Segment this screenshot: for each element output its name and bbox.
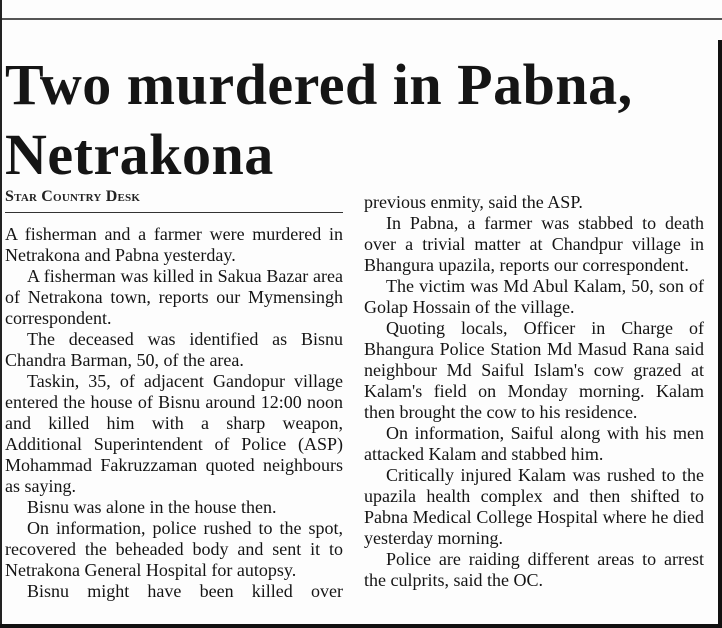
paragraph: On information, Saiful along with his men attacked Kalam and stabbed him. [364,423,704,464]
byline: Star Country Desk [5,188,141,205]
top-divider [0,18,722,20]
paragraph: Police are raiding different areas to arrest the culprits, said the OC. [364,549,704,590]
right-border [718,40,722,628]
paragraph: Taskin, 35, of adjacent Gandopur village entered the house of Bisnu around 12:00 noon and killed him with a sharp weapon, Additional Superintendent of Police (ASP) Mohammad Fakruzzaman quoted neighbours as saying. [5,371,343,496]
byline-divider [5,212,343,213]
article-column-left [5,224,343,602]
article-column-right [364,192,704,591]
paragraph: Bisnu might have been killed over [27,581,343,601]
bottom-border [0,624,722,628]
paragraph: A fisherman was killed in Sakua Bazar area of Netrakona town, reports our Mymensingh correspondent. [5,266,343,328]
paragraph: Quoting locals, Officer in Charge of Bhangura Police Station Md Masud Rana said neighbour Md Saiful Islam's cow grazed at Kalam's field on Monday morning. Kalam then brought the cow to his residence. [364,318,704,422]
paragraph: In Pabna, a farmer was stabbed to death over a trivial matter at Chandpur village in Bhangura upazila, reports our correspondent. [364,213,704,275]
paragraph: Bisnu was alone in the house then. [27,497,277,517]
paragraph: On information, police rushed to the spot, recovered the beheaded body and sent it to Netrakona General Hospital for autopsy. [5,518,343,580]
paragraph: The deceased was identified as Bisnu Chandra Barman, 50, of the area. [5,329,343,370]
paragraph: Critically injured Kalam was rushed to the upazila health complex and then shifted to Pabna Medical College Hospital where he died yesterday morning. [364,465,704,548]
headline: Two murdered in Pabna, Netrakona [5,52,633,187]
left-border [0,0,2,628]
paragraph: The victim was Md Abul Kalam, 50, son of Golap Hossain of the village. [364,276,704,317]
paragraph: A fisherman and a farmer were murdered in Netrakona and Pabna yesterday. [5,224,343,265]
paragraph: previous enmity, said the ASP. [364,192,583,212]
